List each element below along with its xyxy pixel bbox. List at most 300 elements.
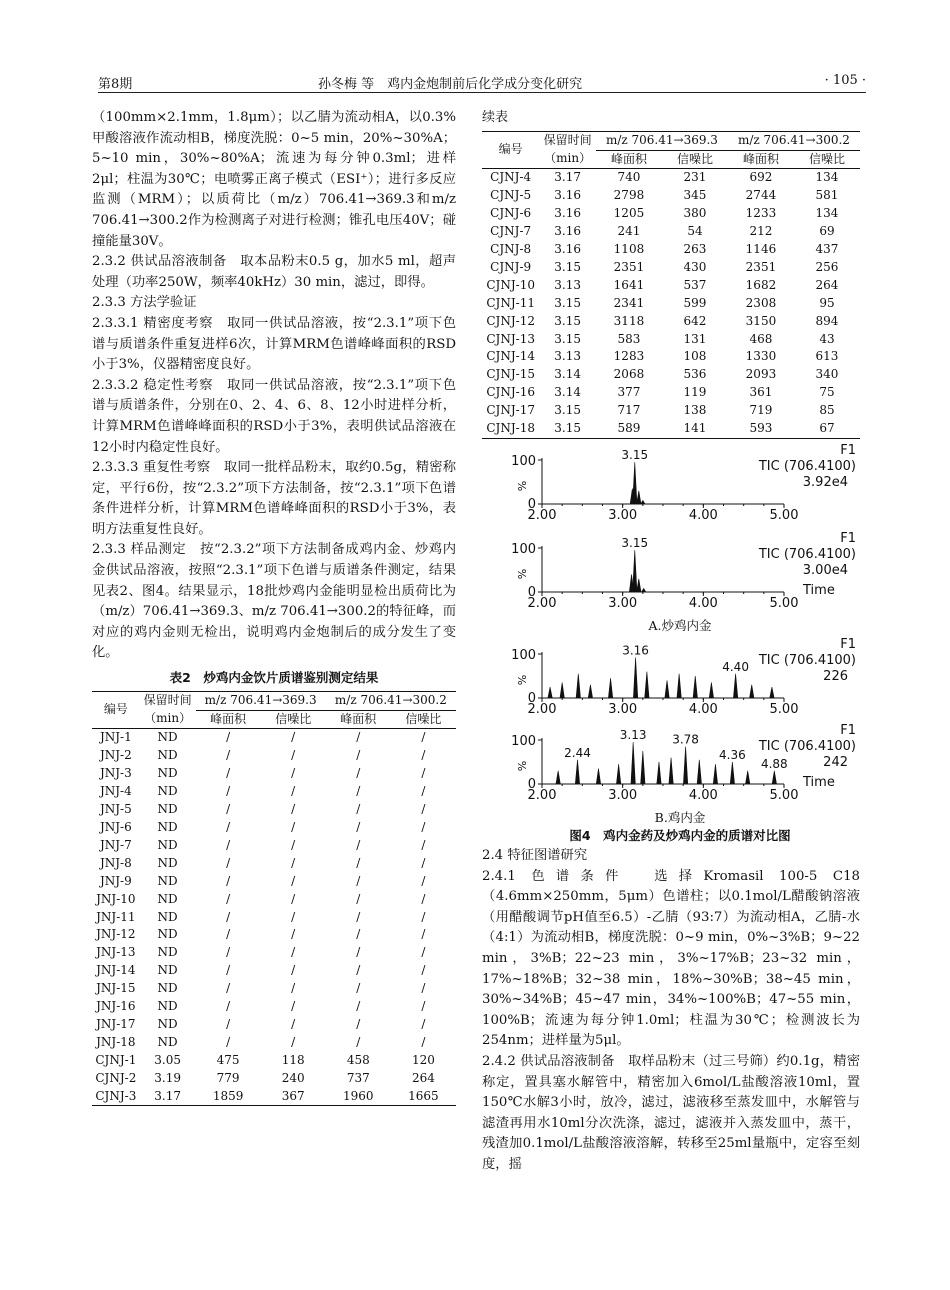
table-row [92,873,456,891]
table-row [482,223,860,241]
table-cell: 593 [728,420,794,438]
table-cell: / [226,981,231,996]
peak [697,760,701,784]
table-cell: / [421,1016,426,1031]
table-cell: 3.14 [554,367,581,382]
peak [669,758,673,784]
peak [709,683,713,698]
table-cell: JNJ-8 [99,855,132,870]
table-cell: 1665 [391,1088,456,1106]
col-header-rt: 保留时间 [539,131,596,150]
table-row [92,926,456,944]
table-cell: ND [157,855,178,870]
table-row [482,295,860,313]
peak [746,771,750,784]
table-cell: 1108 [613,242,645,257]
table-cell: ND [157,784,178,799]
y-axis-label: % [516,760,529,772]
table-cell: / [356,927,361,942]
peak-label: 3.15 [621,448,649,463]
table-cell: / [356,784,361,799]
table-cell: ND [157,927,178,942]
table-row [92,747,456,765]
paragraph: 2.3.2 供试品溶液制备 取本品粉末0.5 g，加水5 ml，超声处理（功率250W，频率40kHz）30 min，滤过，即得。 [92,254,456,290]
table-row [92,980,456,998]
table-cell: / [291,1034,296,1049]
peak [637,491,641,504]
table-cell: / [421,784,426,799]
paragraph: 2.4.2 供试品溶液制备 取样品粉末（过三号筛）约0.1g，精密称定，置具塞水解管中，精密加入6mol/L盐酸溶液10ml，置150℃水解3小时，放冷，滤过，滤液移至蒸发皿中，水解管与滤渣再用水10ml分次洗涤，滤过，滤液并入蒸发皿中，蒸干，残渣加0.1mol/L盐酸溶液溶解，转移至25ml量瓶中，定容至刻度，摇 [482,1053,860,1172]
table-cell: 692 [749,170,773,185]
table-cell: CJNJ-3 [92,1088,140,1106]
table-cell: ND [157,945,178,960]
peak [693,676,697,698]
table-cell: / [291,748,296,763]
table-row [92,1034,456,1052]
table-cell: 613 [815,349,839,364]
table-cell: / [421,873,426,888]
intensity-label: 3.00e4 [802,563,848,578]
table-row [482,169,860,187]
table-cell: 3.13 [554,277,581,292]
table-cell: CJNJ-10 [486,277,535,292]
y-top-label: 100 [511,454,536,469]
table-cell: 3.14 [554,385,581,400]
table-cell: / [421,766,426,781]
table-cell: / [291,981,296,996]
table-row [92,1070,456,1088]
x-tick-label: 3.00 [608,788,638,803]
table-cell: 3.15 [554,331,581,346]
table-cell: / [421,891,426,906]
table-cell: / [421,963,426,978]
function-tag: F1 [840,443,856,458]
table-cell: JNJ-1 [99,730,132,745]
table-cell: ND [157,837,178,852]
table-cell: / [421,730,426,745]
table-cell: 2351 [745,259,777,274]
y-axis-label: % [516,568,529,580]
table-cell: 131 [683,331,707,346]
paragraph: 2.3.3.1 精密度考察 取同一供试品溶液，按“2.3.1”项下色谱与质谱条件重复进样6次，计算MRM色谱峰峰面积的RSD小于3%，仪器精密度良好。 [92,315,456,373]
table-cell: 3.17 [554,170,581,185]
table-cell: 3.15 [554,295,581,310]
peak-label: 3.78 [672,732,699,747]
table-cell: 1859 [196,1088,261,1106]
table-cell: / [226,1034,231,1049]
table-cell: 581 [815,188,839,203]
peak-label: 3.13 [619,728,647,743]
table-cell: 95 [819,295,835,310]
table-cell: / [226,891,231,906]
peak [770,687,774,698]
peak [616,764,620,784]
table-cell: / [291,730,296,745]
table-cell: 536 [683,367,707,382]
table-cell: ND [157,891,178,906]
table-cell: 67 [794,420,860,438]
table-cell: 642 [683,313,707,328]
peak [556,771,560,784]
table-cell: 2341 [613,295,645,310]
figure-4 [500,442,860,844]
peak [548,687,552,698]
table-cell: / [421,927,426,942]
table-cell: / [226,837,231,852]
function-tag: F1 [840,637,856,652]
table-row [482,331,860,349]
table-cell: CJNJ-17 [486,403,535,418]
table-cell: 85 [819,403,835,418]
y-bottom-label: 0 [527,585,536,600]
table-cell: 475 [216,1052,240,1067]
table-cell: / [356,766,361,781]
y-axis-label: % [516,480,529,492]
table-cell: 264 [411,1070,435,1085]
table-cell: ND [157,802,178,817]
function-tag: F1 [840,531,856,546]
x-tick-label: 3.00 [608,702,638,717]
table-cell: CJNJ-4 [490,170,532,185]
paragraph: 2.3.3 样品测定 按“2.3.2”项下方法制备成鸡内金、炒鸡内金供试品溶液，按照“2.3.1”项下色谱与质谱条件测定，结果见表2、图4。结果显示，18批炒鸡内金能明显检出质荷比为（m/z）706.41→369.3、m/z 706.41→300.2的特征峰，而对应的鸡内金则无检出，说明鸡内金炮制后的成分发生了变化。 [92,542,456,661]
y-bottom-label: 0 [527,497,536,512]
table-cell: / [356,909,361,924]
table-cell: JNJ-15 [96,981,136,996]
table-cell: 241 [617,224,641,239]
table-cell: / [356,873,361,888]
table-cell: 458 [346,1052,370,1067]
table-row [92,998,456,1016]
table-cell: JNJ-2 [99,748,132,763]
col-header-no: 编号 [482,131,539,169]
table-cell: 377 [617,385,641,400]
table-cell: 2093 [745,367,777,382]
x-tick-label: 4.00 [688,702,718,717]
col-header-no: 编号 [92,691,140,729]
table-cell: / [356,855,361,870]
peak [588,685,592,698]
table-row [92,1088,456,1106]
peak-label: 2.44 [564,745,591,760]
table-cell: JNJ-13 [96,945,136,960]
table-2-continued [482,131,860,439]
table-cell: 263 [683,242,707,257]
table-cell: JNJ-12 [96,927,136,942]
table-cell: JNJ-17 [96,1016,136,1031]
table-cell: / [291,891,296,906]
table-cell: / [421,909,426,924]
table-caption: 表2 炒鸡内金饮片质谱鉴别测定结果 [169,670,379,686]
x-tick-label: 4.00 [688,788,718,803]
table-cell: 468 [749,331,773,346]
col-header-mz1: m/z 706.41→369.3 [196,691,326,710]
table-cell: / [226,819,231,834]
table-cell: 3.13 [554,349,581,364]
table-row [92,944,456,962]
table-cell: / [291,784,296,799]
y-top-label: 100 [511,648,536,663]
y-bottom-label: 0 [527,691,536,706]
intensity-label: 242 [823,755,848,770]
figure-subcaption-b: B.鸡内金 [654,810,706,825]
table-cell: 1682 [745,277,777,292]
peak [683,747,687,784]
table-cell: 1283 [613,349,645,364]
peak-label: 3.16 [622,643,649,658]
table-cell: 367 [261,1088,326,1106]
table-cell: CJNJ-7 [490,224,532,239]
table-cell: JNJ-11 [96,909,136,924]
table-cell: 54 [687,224,703,239]
peak [633,658,637,698]
table-cell: JNJ-7 [99,837,132,852]
table-cell: 361 [749,385,773,400]
table-cell: JNJ-9 [99,873,132,888]
x-tick-label: 3.00 [608,508,638,523]
table-cell: / [226,909,231,924]
table-row [482,384,860,402]
peak [631,742,635,784]
table-cell: 3150 [745,313,777,328]
table-cell: 1330 [745,349,777,364]
table-cell: CJNJ-11 [486,295,535,310]
peak [576,674,580,698]
table-row [482,241,860,259]
table-cell: 537 [683,277,707,292]
x-tick-label: 2.00 [527,702,557,717]
ms-chart-a2 [500,530,860,616]
col-header-sn: 信噪比 [391,710,456,729]
table-cell: 380 [683,206,707,221]
table-cell: / [226,766,231,781]
table-cell: / [226,963,231,978]
table-cell: 3.16 [554,224,581,239]
paragraph: 2.3.3.2 稳定性考察 取同一供试品溶液，按“2.3.1”项下色谱与质谱条件，分别在0、2、4、6、8、12小时进样分析，计算MRM色谱峰峰面积的RSD小于3%，表明供试品溶液在12小时内稳定性良好。 [92,377,456,455]
col-header-sn: 信噪比 [662,150,728,169]
section-heading: 2.4 特征图谱研究 [482,848,588,863]
right-column-top [482,108,860,439]
table-cell: ND [157,1016,178,1031]
table-cell: / [356,837,361,852]
table-cell: 583 [617,331,641,346]
left-column [92,108,456,1106]
paragraph: 2.4.1 色谱条件 选择Kromasil 100-5 C18（4.6mm×250mm，5μm）色谱柱；以0.1mol/L醋酸钠溶液（用醋酸调节pH值至6.5）-乙腈（93:7）为流动相A，乙腈-水（4:1）为流动相B，梯度洗脱：0~9 min，0%~3%B；9~22 min，3%B；22~23 min，3%~17%B；23~32 min，17%~18%B；32~38 min，18%~30%B；38~45 min，30%~34%B；45~47 min，34%~100%B；47~55 min，100%B；流速为每分钟1.0ml；柱温为30℃；检测波长为254nm；进样量为5μl。 [482,868,860,1049]
peak [772,771,776,784]
table-cell: CJNJ-18 [482,420,539,438]
table-cell: / [291,819,296,834]
table-cell: 3.15 [554,259,581,274]
table-cell: 212 [749,224,773,239]
x-tick-label: 2.00 [527,596,557,611]
table-cell: / [356,1016,361,1031]
x-tick-label: 5.00 [769,596,799,611]
table-cell: / [356,802,361,817]
table-row [482,313,860,331]
tic-label: TIC (706.4100) [758,739,856,754]
table-cell: / [421,1034,426,1049]
table-cell: / [291,927,296,942]
table-cell: ND [157,819,178,834]
table-cell: / [421,837,426,852]
table-continued-caption: 续表 [482,110,509,125]
col-header-rt-unit: （min） [539,150,596,169]
table-row [92,837,456,855]
table-cell: CJNJ-12 [486,313,535,328]
table-cell: 3.05 [154,1052,181,1067]
table-cell: 737 [346,1070,370,1085]
table-cell: ND [157,873,178,888]
table-row [92,765,456,783]
table-cell: JNJ-14 [96,963,136,978]
ms-chart-b2 [500,722,860,808]
x-tick-label: 3.00 [608,596,638,611]
table-cell: / [356,945,361,960]
col-header-mz2: m/z 706.41→300.2 [728,131,860,150]
table-cell: 740 [617,170,641,185]
table-cell: CJNJ-6 [490,206,532,221]
table-row [92,962,456,980]
table-cell: / [226,855,231,870]
peak [733,674,737,698]
table-cell: / [356,1034,361,1049]
peak-label: 3.15 [621,536,649,551]
table-cell: 894 [815,313,839,328]
table-row [482,205,860,223]
table-cell: JNJ-18 [96,1034,136,1049]
table-cell: 599 [683,295,707,310]
table-cell: 1233 [745,206,777,221]
table-cell: / [356,963,361,978]
peak-label: 4.40 [722,659,749,674]
table-cell: / [226,802,231,817]
table-row [482,366,860,384]
table-cell: / [356,748,361,763]
peak [596,769,600,784]
table-cell: / [421,802,426,817]
table-row [92,1016,456,1034]
table-cell: 717 [617,403,641,418]
paragraph: （100mm×2.1mm，1.8μm）；以乙腈为流动相A，以0.3%甲酸溶液作流动相B，梯度洗脱：0~5 min，20%~30%A；5~10 min，30%~80%A；流速为每分钟0.3ml；进样2μl；柱温为30℃；电喷雾正离子模式（ESI⁺）；进行多反应监测（MRM）；以质荷比（m/z）706.41→369.3和m/z 706.41→300.2作为检测离子对进行检测；锥孔电压40V；碰撞能量30V。 [92,110,456,249]
col-header-sn: 信噪比 [794,150,860,169]
table-row [92,855,456,873]
table-row [92,801,456,819]
x-tick-label: 2.00 [527,788,557,803]
peak [637,579,641,592]
col-header-area: 峰面积 [728,150,794,169]
table-cell: ND [157,999,178,1014]
table-cell: ND [157,909,178,924]
table-cell: / [226,873,231,888]
table-cell: 2308 [745,295,777,310]
table-cell: 2798 [613,188,645,203]
peak-label: 4.88 [760,756,788,771]
table-cell: / [226,945,231,960]
peak [750,685,754,698]
peak [575,760,579,784]
table-cell: 3.16 [554,242,581,257]
table-cell: 3.15 [554,313,581,328]
table-cell: 118 [281,1052,305,1067]
right-column-bottom [482,846,860,1176]
table-cell: 3.15 [554,403,581,418]
tic-label: TIC (706.4100) [758,459,856,474]
table-row [482,348,860,366]
table-cell: / [421,748,426,763]
time-axis-label: Time [803,583,835,598]
figure-caption: 图4 鸡内金药及炒鸡内金的质谱对比图 [569,828,791,843]
function-tag: F1 [840,723,856,738]
table-cell: 719 [749,403,773,418]
col-header-area: 峰面积 [196,710,261,729]
table-cell: / [291,802,296,817]
table-cell: / [356,819,361,834]
table-cell: CJNJ-15 [486,367,535,382]
table-row [92,909,456,927]
table-cell: 141 [662,420,728,438]
x-tick-label: 5.00 [769,702,799,717]
peak [560,683,564,698]
x-tick-label: 5.00 [769,508,799,523]
table-cell: 231 [683,170,707,185]
table-cell: JNJ-16 [96,999,136,1014]
table-cell: ND [157,766,178,781]
table-cell: 75 [819,385,835,400]
col-header-rt-unit: （min） [140,710,196,729]
peak [641,500,645,504]
table-cell: 3118 [613,313,645,328]
col-header-area: 峰面积 [326,710,391,729]
table-cell: ND [157,981,178,996]
table-cell: 134 [815,170,839,185]
table-cell: 2068 [613,367,645,382]
table-cell: / [291,963,296,978]
table-cell: / [421,819,426,834]
table-cell: / [226,927,231,942]
peak [657,762,661,784]
x-tick-label: 4.00 [688,508,718,523]
tic-label: TIC (706.4100) [758,547,856,562]
tic-label: TIC (706.4100) [758,653,856,668]
table-cell: 430 [683,259,707,274]
col-header-mz1: m/z 706.41→369.3 [596,131,728,150]
table-row [92,1052,456,1070]
table-cell: 340 [815,367,839,382]
peak [641,751,645,784]
table-cell: CJNJ-14 [486,349,535,364]
table-cell: / [226,999,231,1014]
table-cell: 1146 [745,242,777,257]
table-cell: / [291,999,296,1014]
table-cell: ND [157,1034,178,1049]
table-cell: 1205 [613,206,645,221]
table-cell: 138 [683,403,707,418]
figure-subcaption-a: A.炒鸡内金 [648,618,712,633]
table-cell: 3.16 [554,206,581,221]
table-cell: 2351 [613,259,645,274]
table-cell: 3.17 [140,1088,196,1106]
peak [713,764,717,784]
table-row [92,783,456,801]
issue-number: 第8期 [98,77,133,92]
table-row [482,187,860,205]
table-cell: 256 [815,259,839,274]
table-cell: / [356,891,361,906]
table-cell: CJNJ-16 [486,385,535,400]
y-axis-label: % [516,674,529,686]
table-cell: CJNJ-5 [490,188,532,203]
table-cell: / [226,748,231,763]
table-cell: / [291,837,296,852]
